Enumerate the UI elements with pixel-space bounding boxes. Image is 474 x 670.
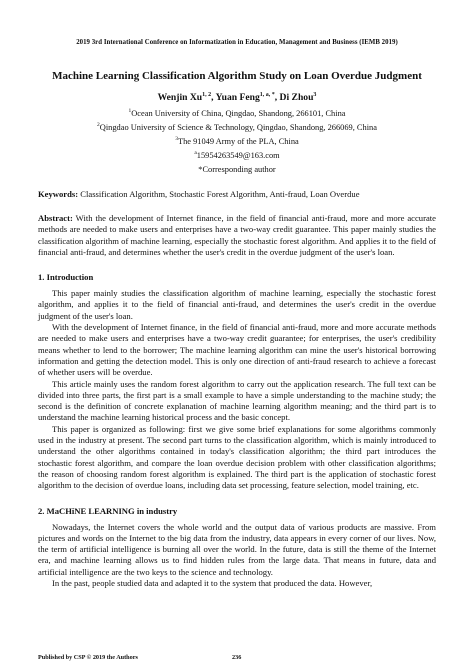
- paragraph: Nowadays, the Internet covers the whole world and the output data of various products are massive. From pictures and words on the Internet to the big data from the industry, data appears in every corner of our lives. Now, the term of artificial intelligence is burning all over the world. In the future, data is still the theme of the Internet era, and machine learning allows us to find hidden rules from the large data. That means in future, data and artificial intelligence are the two keys to the science and technology.: [38, 521, 436, 577]
- abstract-label: Abstract:: [38, 213, 73, 223]
- author-sup: 3: [313, 91, 317, 98]
- affiliation-sup: 3: [175, 136, 178, 143]
- author-separator: ,: [274, 92, 280, 103]
- affiliation-text: Qingdao University of Science & Technology, Qingdao, Shandong, 266069, China: [99, 123, 377, 132]
- author-separator: ,: [211, 92, 216, 103]
- paragraph: This paper mainly studies the classification algorithm of machine learning, especially the stochastic forest algorithm, and applies it to the field of financial anti-fraud, and determines the user's credit in the overdue judgment of the user's loan.: [38, 288, 436, 321]
- email-sup: a: [194, 150, 197, 157]
- author-name: Wenjin Xu: [157, 92, 203, 103]
- paragraph: With the development of Internet finance, in the field of financial anti-fraud, more and more accurate methods are needed to make users and enterprises have a two-way credit guarantee; for enterprises, the user's credibility means whether to lend to the borrower; The machine learning algorithm can mine the user's historical borrowing information and getting the detection model. This is only one direction of anti-fraud research to achieve a forecast of whether users will be overdue.: [38, 322, 436, 378]
- keywords: [38, 188, 436, 200]
- paragraph: This article mainly uses the random forest algorithm to carry out the application research. The full text can be divided into three parts, the first part is a small example to have a simple understanding to the machine study; the second is the definition of concrete explanation of machine learning algorithm meaning; and the third part is to understand the machine learning historical process and the basic concept.: [38, 378, 436, 423]
- abstract: [38, 213, 436, 258]
- affiliation-sup: 1: [128, 108, 132, 115]
- affiliation-list: [38, 107, 436, 177]
- affiliation: [38, 135, 436, 149]
- email-line: [38, 149, 436, 163]
- paragraph: In the past, people studied data and adapted it to the system that produced the data. However,: [52, 578, 373, 589]
- keywords-text: Classification Algorithm, Stochastic Forest Algorithm, Anti-fraud, Loan Overdue: [80, 189, 360, 199]
- page-number: 236: [232, 654, 242, 661]
- affiliation: [38, 107, 436, 121]
- abstract-text: With the development of Internet finance, in the field of financial anti-fraud, more and more accurate methods are needed to make users and enterprises have a two-way credit guarantee. This paper mainly studies the classification algorithm of machine learning, especially the stochastic forest algorithm. And applies it to the field of financial anti-fraud, and determines whether the user's credit in the overdue judgment of the user's loan.: [38, 213, 436, 257]
- affiliation-text: The 91049 Army of the PLA, China: [178, 137, 299, 146]
- paragraph: This paper is organized as following: first we give some brief explanations for some algorithms commonly used in the industry at present. The second part turns to the classification algorithm, which is mainly introduced to understand the other algorithms contained in today's classification algorithm; the third part introduces the stochastic forest algorithm, and compare the loan overdue decision problem with other classification algorithms; the reason of choosing random forest algorithm is explained. The third part is the application of stochastic forest algorithm to the decision of overdue loans, including data set processing, feature selection, model training, etc.: [38, 423, 436, 491]
- email-text: 15954263549@163.com: [196, 151, 280, 160]
- author-list: [38, 91, 436, 104]
- author-sup: 1, 2: [202, 91, 212, 98]
- section-heading-introduction: 1. Introduction: [38, 272, 94, 283]
- section-heading-ml-industry: 2. MaCHiNE LEARNING in industry: [38, 505, 178, 516]
- paper-title: Machine Learning Classification Algorithm Study on Loan Overdue Judgment: [52, 70, 422, 82]
- affiliation-sup: 2: [97, 122, 100, 129]
- conference-header: 2019 3rd International Conference on Informatization in Education, Management and Business (IEMB 2019): [76, 39, 398, 46]
- affiliation-text: Ocean University of China, Qingdao, Shandong, 266101, China: [131, 109, 346, 118]
- author-name: Yuan Feng: [215, 92, 260, 103]
- publisher-note: Published by CSP © 2019 the Authors: [38, 654, 138, 661]
- corresponding-author-note: [38, 163, 436, 177]
- keywords-label: Keywords:: [38, 189, 79, 199]
- author-name: Di Zhou: [279, 92, 314, 103]
- author-sup: 1, a, *: [259, 91, 275, 98]
- affiliation: [38, 121, 436, 135]
- corresponding-author-text: *Corresponding author: [198, 165, 276, 174]
